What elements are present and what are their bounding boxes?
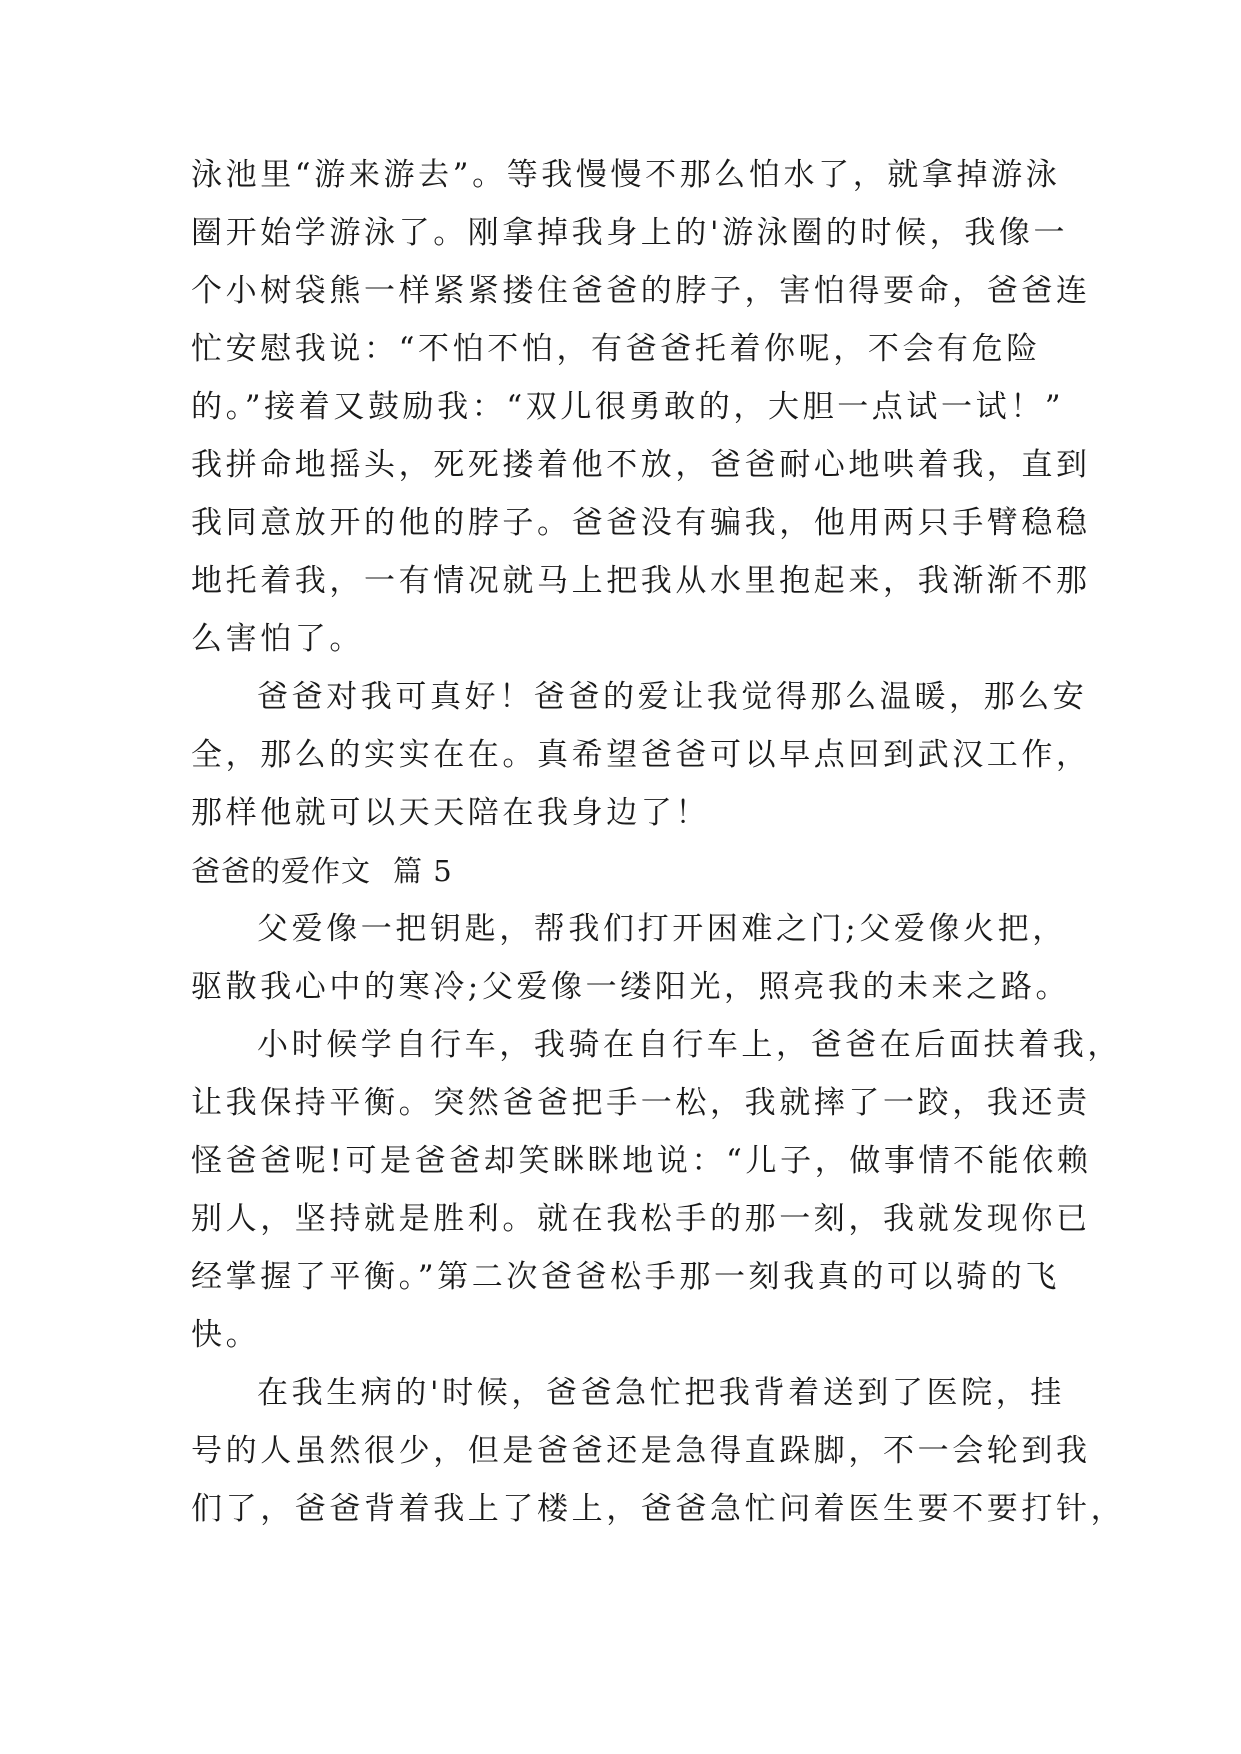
text-line: 父爱像一把钥匙，帮我们打开困难之门;父爱像火把，: [257, 911, 1067, 947]
paragraph-1: [191, 146, 1091, 668]
text-line: 全，那么的实实在在。真希望爸爸可以早点回到武汉工作，: [191, 737, 1091, 773]
section-title: 爸爸的爱作文: [191, 854, 372, 888]
text-line: 经掌握了平衡。”第二次爸爸松手那一刻我真的可以骑的飞: [191, 1259, 1060, 1295]
text-line: 忙安慰我说：“不怕不怕，有爸爸托着你呢，不会有危险: [191, 331, 1041, 367]
text-line: 我拼命地摇头，死死搂着他不放，爸爸耐心地哄着我，直到: [191, 447, 1091, 483]
text-line: 驱散我心中的寒冷;父爱像一缕阳光，照亮我的未来之路。: [191, 969, 1071, 1005]
text-line: 个小树袋熊一样紧紧搂住爸爸的脖子，害怕得要命，爸爸连: [191, 273, 1091, 309]
text-line: 号的人虽然很少，但是爸爸还是急得直跺脚，不一会轮到我: [191, 1433, 1091, 1469]
text-line: 那样他就可以天天陪在我身边了！: [191, 795, 710, 831]
section-heading: [191, 842, 1071, 900]
text-line: 么害怕了。: [191, 621, 364, 657]
text-line: 的。”接着又鼓励我：“双儿很勇敢的，大胆一点试一试！”: [191, 389, 1065, 425]
text-line: 让我保持平衡。突然爸爸把手一松，我就摔了一跤，我还责: [191, 1085, 1091, 1121]
text-line: 爸爸对我可真好！爸爸的爱让我觉得那么温暖，那么安: [257, 679, 1088, 715]
text-line: 在我生病的'时候，爸爸急忙把我背着送到了医院，挂: [257, 1375, 1065, 1411]
text-line: 别人，坚持就是胜利。就在我松手的那一刻，我就发现你已: [191, 1201, 1091, 1237]
paragraph-2: [191, 668, 1091, 842]
paragraph-4: [191, 1016, 1122, 1364]
section-label: 篇 5: [393, 854, 453, 888]
paragraph-5: [191, 1364, 1126, 1538]
text-line: 们了，爸爸背着我上了楼上，爸爸急忙问着医生要不要打针，: [191, 1491, 1126, 1527]
text-line: 怪爸爸呢!可是爸爸却笑眯眯地说：“儿子，做事情不能依赖: [191, 1143, 1092, 1179]
text-line: 泳池里“游来游去”。等我慢慢不那么怕水了，就拿掉游泳: [191, 157, 1061, 193]
text-line: 圈开始学游泳了。刚拿掉我身上的'游泳圈的时候，我像一: [191, 215, 1069, 251]
document-body: [191, 146, 1126, 1538]
text-line: 快。: [191, 1317, 261, 1353]
text-line: 小时候学自行车，我骑在自行车上，爸爸在后面扶着我，: [257, 1027, 1122, 1063]
paragraph-3: [191, 900, 1071, 1016]
text-line: 地托着我，一有情况就马上把我从水里抱起来，我渐渐不那: [191, 563, 1091, 599]
text-line: 我同意放开的他的脖子。爸爸没有骗我，他用两只手臂稳稳: [191, 505, 1091, 541]
